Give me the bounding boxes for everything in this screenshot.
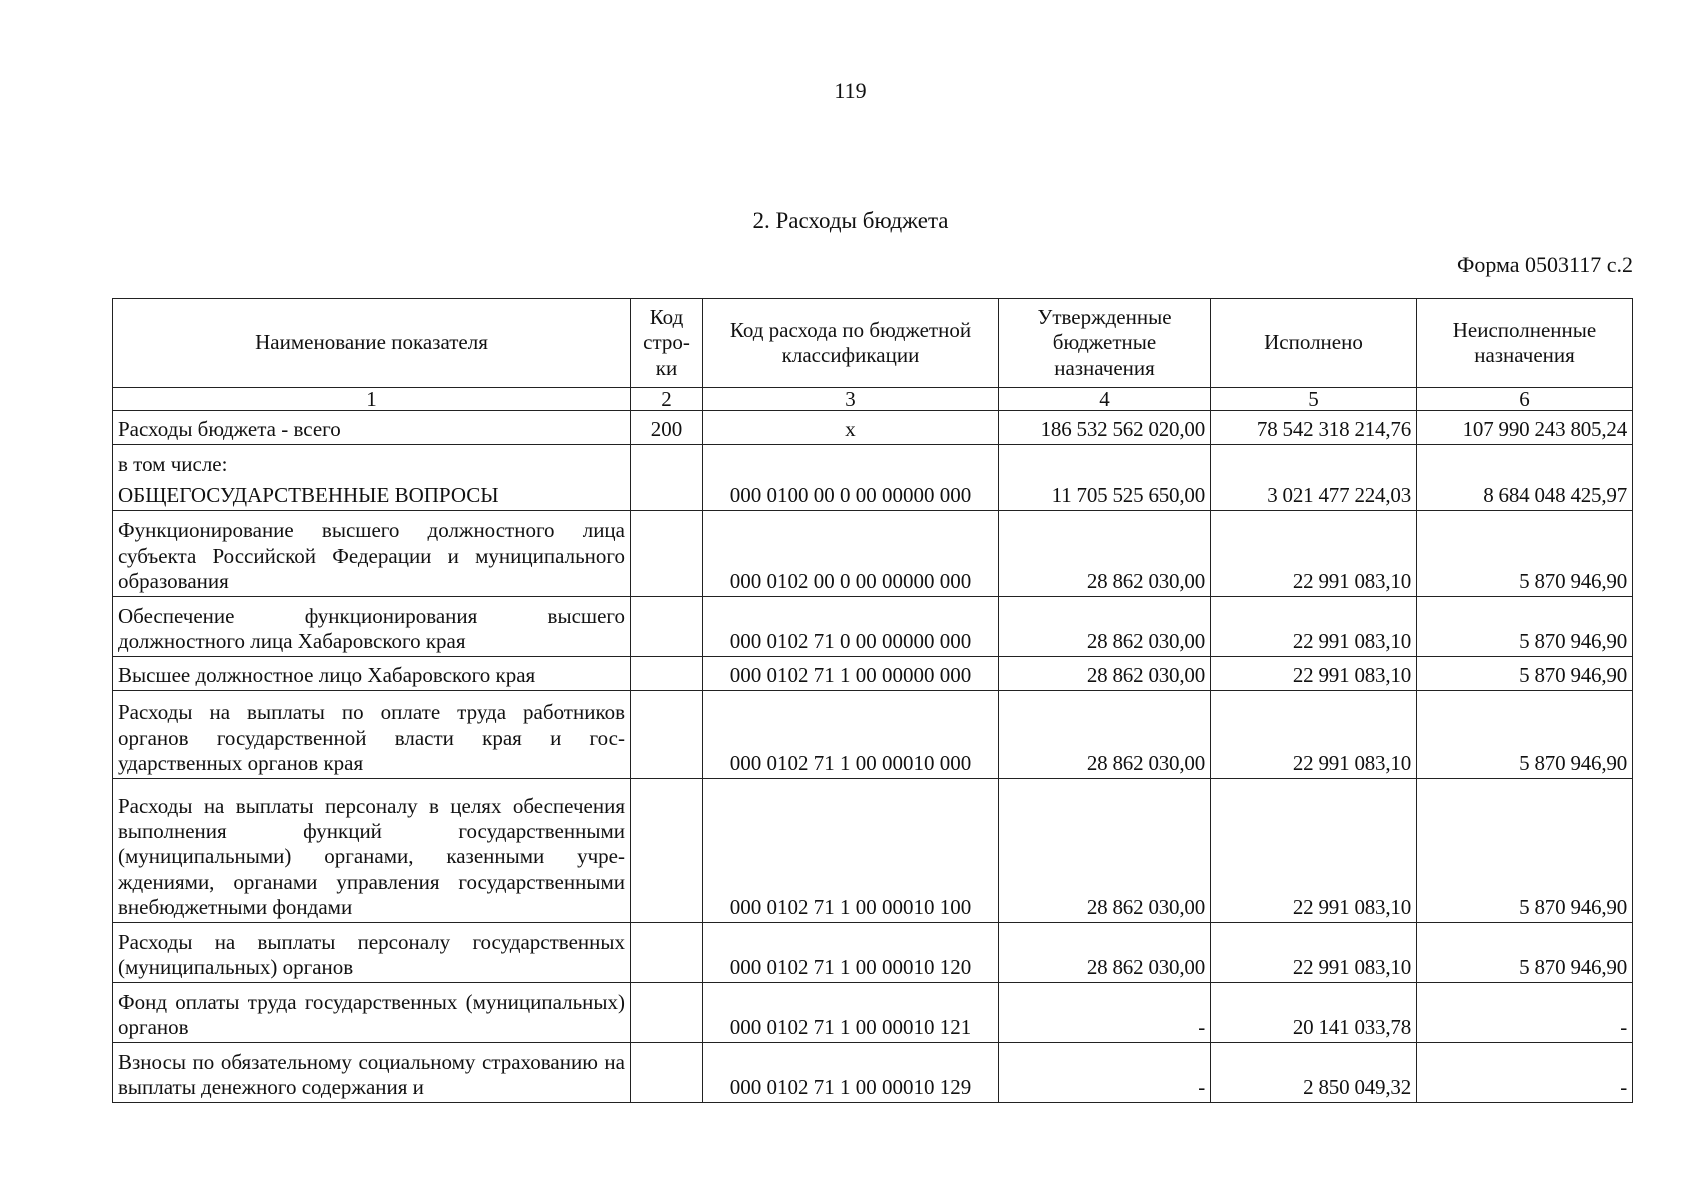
table-row	[113, 1043, 1633, 1103]
table-row	[113, 411, 1633, 445]
row-expense-code: 000 0102 71 1 00 00010 129	[703, 1043, 999, 1103]
row-approved: 28 862 030,00	[999, 691, 1211, 779]
header-indicator-name: Наименование показателя	[113, 299, 631, 388]
row-line-code	[631, 923, 703, 983]
table-row	[113, 597, 1633, 657]
row-line-code	[631, 691, 703, 779]
column-number: 1	[113, 388, 631, 411]
header-executed: Исполнено	[1211, 299, 1417, 388]
column-number-row	[113, 388, 1633, 411]
row-line-code	[631, 779, 703, 923]
row-subheading: в том числе:	[118, 451, 228, 476]
row-name: Функционирование высшего должностного лица субъекта Российской Федерации и муниципального образования	[113, 511, 631, 597]
table-row	[113, 691, 1633, 779]
row-unexecuted: 107 990 243 805,24	[1417, 411, 1633, 445]
table-row	[113, 779, 1633, 923]
row-expense-code: 000 0100 00 0 00 00000 000	[703, 445, 999, 511]
table-row	[113, 657, 1633, 691]
row-executed: 22 991 083,10	[1211, 597, 1417, 657]
row-unexecuted: 5 870 946,90	[1417, 597, 1633, 657]
row-approved: 186 532 562 020,00	[999, 411, 1211, 445]
row-name: Расходы на выплаты персоналу в целях обеспечения выполнения функций государственными (муниципальными) органами, казенными учреждениями, органами управления государственными внебюджетными фондами	[113, 779, 631, 923]
row-line-code	[631, 657, 703, 691]
row-name: Обеспечение функционирования высшего должностного лица Хабаровского края	[113, 597, 631, 657]
row-executed: 22 991 083,10	[1211, 511, 1417, 597]
row-unexecuted: 8 684 048 425,97	[1417, 445, 1633, 511]
table-row	[113, 445, 1633, 511]
row-executed: 22 991 083,10	[1211, 657, 1417, 691]
row-name: ОБЩЕГОСУДАРСТВЕННЫЕ ВОПРОСЫ	[118, 482, 499, 507]
table-row	[113, 511, 1633, 597]
row-line-code	[631, 511, 703, 597]
row-executed: 22 991 083,10	[1211, 779, 1417, 923]
row-approved: 28 862 030,00	[999, 779, 1211, 923]
row-executed: 22 991 083,10	[1211, 691, 1417, 779]
row-line-code	[631, 597, 703, 657]
row-executed: 78 542 318 214,76	[1211, 411, 1417, 445]
table-row	[113, 923, 1633, 983]
row-name-cell	[113, 445, 631, 511]
row-expense-code: 000 0102 00 0 00 00000 000	[703, 511, 999, 597]
row-unexecuted: 5 870 946,90	[1417, 923, 1633, 983]
table-row	[113, 983, 1633, 1043]
row-unexecuted: 5 870 946,90	[1417, 511, 1633, 597]
row-name: Расходы на выплаты персоналу государственных (муниципальных) органов	[113, 923, 631, 983]
row-approved: 28 862 030,00	[999, 511, 1211, 597]
form-code: Форма 0503117 с.2	[1456, 252, 1633, 277]
row-executed: 20 141 033,78	[1211, 983, 1417, 1043]
header-approved: Утвержденные бюджетные назначения	[999, 299, 1211, 388]
row-line-code: 200	[631, 411, 703, 445]
row-unexecuted: -	[1417, 1043, 1633, 1103]
column-number: 4	[999, 388, 1211, 411]
row-expense-code: 000 0102 71 1 00 00000 000	[703, 657, 999, 691]
row-executed: 2 850 049,32	[1211, 1043, 1417, 1103]
row-approved: 28 862 030,00	[999, 597, 1211, 657]
column-number: 2	[631, 388, 703, 411]
column-number: 3	[703, 388, 999, 411]
row-approved: 28 862 030,00	[999, 923, 1211, 983]
row-unexecuted: -	[1417, 983, 1633, 1043]
row-executed: 3 021 477 224,03	[1211, 445, 1417, 511]
row-approved: -	[999, 983, 1211, 1043]
row-name: Фонд оплаты труда государственных (муниципальных) органов	[113, 983, 631, 1043]
row-name: Взносы по обязательному социальному страхованию на выплаты денежного содержания и	[113, 1043, 631, 1103]
row-expense-code: 000 0102 71 1 00 00010 121	[703, 983, 999, 1043]
expenses-table	[112, 298, 1633, 1103]
row-executed: 22 991 083,10	[1211, 923, 1417, 983]
row-expense-code: x	[703, 411, 999, 445]
table-header-row	[113, 299, 1633, 388]
header-line-code: Код стро-ки	[631, 299, 703, 388]
page-number: 119	[834, 78, 867, 103]
row-expense-code: 000 0102 71 1 00 00010 120	[703, 923, 999, 983]
row-name: Расходы на выплаты по оплате труда работников органов государственной власти края и государственных органов края	[113, 691, 631, 779]
row-expense-code: 000 0102 71 1 00 00010 000	[703, 691, 999, 779]
row-unexecuted: 5 870 946,90	[1417, 779, 1633, 923]
row-name: Высшее должностное лицо Хабаровского края	[113, 657, 631, 691]
row-unexecuted: 5 870 946,90	[1417, 657, 1633, 691]
column-number: 5	[1211, 388, 1417, 411]
row-line-code	[631, 445, 703, 511]
row-name: Расходы бюджета - всего	[113, 411, 631, 445]
row-expense-code: 000 0102 71 1 00 00010 100	[703, 779, 999, 923]
row-line-code	[631, 1043, 703, 1103]
row-line-code	[631, 983, 703, 1043]
header-expense-code: Код расхода по бюджетной классификации	[703, 299, 999, 388]
column-number: 6	[1417, 388, 1633, 411]
row-unexecuted: 5 870 946,90	[1417, 691, 1633, 779]
row-approved: 28 862 030,00	[999, 657, 1211, 691]
row-approved: 11 705 525 650,00	[999, 445, 1211, 511]
section-title: 2. Расходы бюджета	[752, 208, 949, 233]
row-expense-code: 000 0102 71 0 00 00000 000	[703, 597, 999, 657]
header-unexecuted: Неисполненные назначения	[1417, 299, 1633, 388]
row-approved: -	[999, 1043, 1211, 1103]
